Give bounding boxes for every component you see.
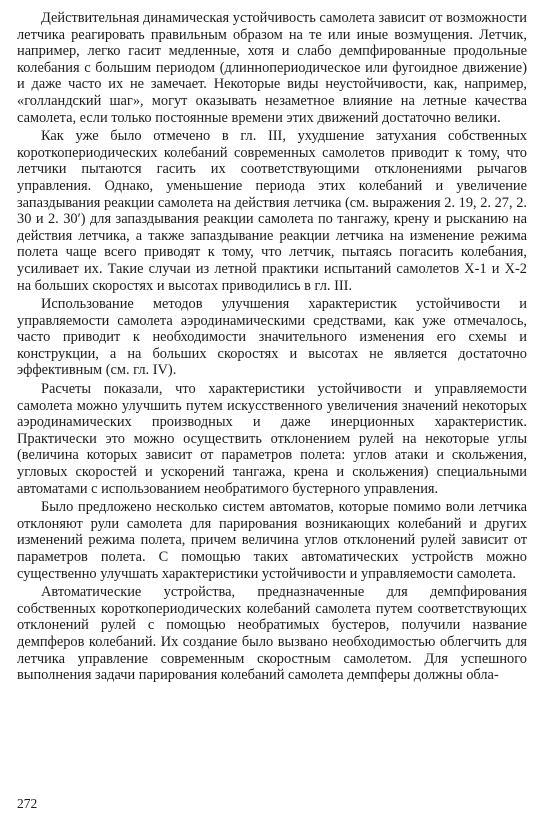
paragraph-2: Как уже было отмечено в гл. III, ухудшение затухания собственных короткопериодических колебаний современных самолетов приводит к тому, что летчики пытаются гасить их соответствующими отклонениями рычагов управления. Однако, уменьшение периода этих колебаний и увеличение запаздывания реакции самолета на действия летчика (см. выражения 2. 19, 2. 27, 2. 30 и 2. 30′) для запаздывания реакции самолета по тангажу, крену и рысканию на действия летчика, а также запаздывание реакции летчика на изменение режима полета чаще всего приводят к тому, что летчик, пытаясь погасить колебания, усиливает их. Такие случаи из летной практики испытаний самолетов X-1 и X-2 на больших скоростях и высотах приводились в гл. III. <box>17 128 527 294</box>
paragraph-3: Использование методов улучшения характеристик устойчивости и управляемости самолета аэродинамическими средствами, как уже отмечалось, часто приводит к необходимости значительного изменения его схемы и конструкции, а на больших скоростях и высотах не является достаточно эффективным (см. гл. IV). <box>17 296 527 379</box>
paragraph-1: Действительная динамическая устойчивость самолета зависит от возможности летчика реагировать правильным образом на те или иные возмущения. Летчик, например, легко гасит медленные, хотя и слабо демпфированные продольные колебания с большим периодом (длиннопериодическое или фугоидное движение) и даже часто их не замечает. Некоторые виды неустойчивости, как, например, «голландский шаг», могут оказывать незаметное влияние на летные качества самолета, если только постоянные времени этих движений достаточно велики. <box>17 10 527 126</box>
page-body <box>17 10 527 684</box>
page-number: 272 <box>17 796 38 811</box>
paragraph-6: Автоматические устройства, предназначенные для демпфирования собственных короткопериодических колебаний самолета путем соответствующих отклонений рулей с помощью необратимых бустеров, получили название демпферов колебаний. Их создание было вызвано необходимостью облегчить для летчика управление современным скоростным самолетом. Для успешного выполнения задачи парирования колебаний самолета демпферы должны обла- <box>17 584 527 684</box>
paragraph-4: Расчеты показали, что характеристики устойчивости и управляемости самолета можно улучшить путем искусственного увеличения значений некоторых аэродинамических производных и даже инерционных характеристик. Практически это можно осуществить отклонением рулей на некоторые углы (величина которых зависит от параметров полета: углов атаки и скольжения, угловых скоростей и ускорений тангажа, крена и скольжения) специальными автоматами с использованием необратимого бустерного управления. <box>17 381 527 497</box>
paragraph-5: Было предложено несколько систем автоматов, которые помимо воли летчика отклоняют рули самолета для парирования возникающих колебаний и других изменений режима полета, причем величина углов отклонений рулей зависит от параметров полета. С помощью таких автоматических устройств можно существенно улучшать характеристики устойчивости и управляемости самолета. <box>17 499 527 582</box>
